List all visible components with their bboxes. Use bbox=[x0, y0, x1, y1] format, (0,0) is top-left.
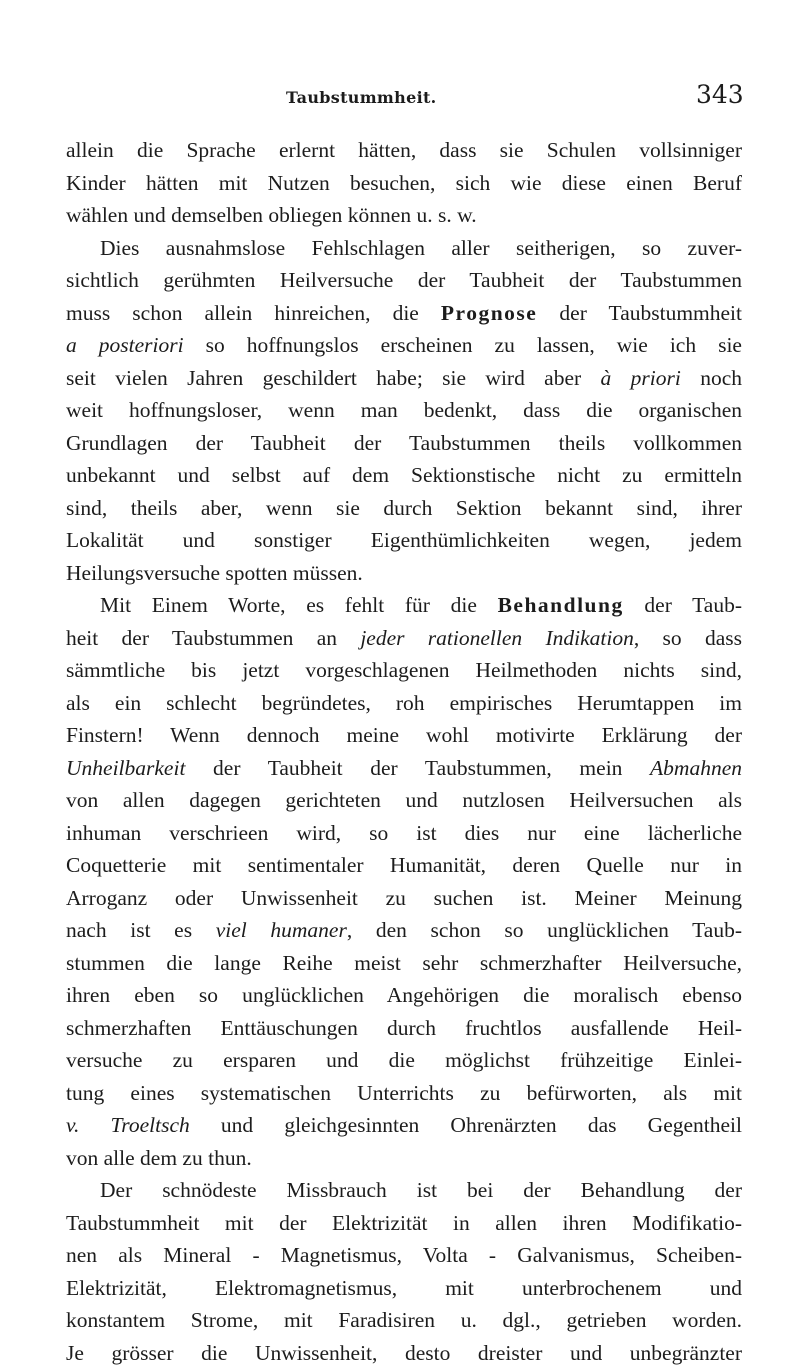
text-line bbox=[66, 817, 742, 850]
page-number: 343 bbox=[696, 80, 744, 109]
body-text bbox=[66, 134, 742, 1369]
italic-span: à priori bbox=[601, 366, 681, 390]
text-line bbox=[66, 524, 742, 557]
text-span: Finstern! Wenn dennoch meine wohl motivirte Erklärung der bbox=[66, 723, 742, 747]
running-title: Taubstummheit. bbox=[286, 88, 437, 107]
text-span: Lokalität und sonstiger Eigenthümlichkeiten wegen, jedem bbox=[66, 528, 742, 552]
text-line bbox=[66, 1174, 742, 1207]
italic-span: viel humaner bbox=[216, 918, 347, 942]
text-line bbox=[66, 914, 742, 947]
text-line bbox=[66, 557, 742, 590]
text-span: als ein schlecht begründetes, roh empirisches Herumtappen im bbox=[66, 691, 742, 715]
text-span: und gleichgesinnten Ohrenärzten das Gegentheil bbox=[190, 1113, 742, 1137]
running-header bbox=[0, 76, 800, 112]
text-span: heit der Taubstummen an bbox=[66, 626, 360, 650]
text-span: versuche zu ersparen und die möglichst frühzeitige Einlei- bbox=[66, 1048, 742, 1072]
text-line bbox=[66, 687, 742, 720]
text-line bbox=[66, 134, 742, 167]
text-span: allein die Sprache erlernt hätten, dass sie Schulen vollsinniger bbox=[66, 138, 742, 162]
text-span: noch bbox=[681, 366, 742, 390]
text-span: sämmtliche bis jetzt vorgeschlagenen Heilmethoden nichts sind, bbox=[66, 658, 742, 682]
text-line bbox=[66, 1337, 742, 1369]
text-span: muss schon allein hinreichen, die bbox=[66, 301, 441, 325]
text-span: , so dass bbox=[634, 626, 742, 650]
text-line bbox=[66, 752, 742, 785]
text-line bbox=[66, 1012, 742, 1045]
text-line bbox=[66, 1272, 742, 1305]
text-line bbox=[66, 849, 742, 882]
text-line bbox=[66, 1304, 742, 1337]
text-span: weit hoffnungsloser, wenn man bedenkt, dass die organischen bbox=[66, 398, 742, 422]
text-span: ihren eben so unglücklichen Angehörigen die moralisch ebenso bbox=[66, 983, 742, 1007]
text-line bbox=[66, 1077, 742, 1110]
emphasis-span: Prognose bbox=[441, 301, 537, 325]
text-span: nach ist es bbox=[66, 918, 216, 942]
text-line bbox=[66, 1239, 742, 1272]
text-span: unbekannt und selbst auf dem Sektionstische nicht zu ermitteln bbox=[66, 463, 742, 487]
text-span: von alle dem zu thun. bbox=[66, 1146, 252, 1170]
text-line bbox=[66, 199, 742, 232]
text-line bbox=[66, 979, 742, 1012]
text-line bbox=[66, 719, 742, 752]
italic-span: jeder rationellen Indikation bbox=[360, 626, 634, 650]
text-line bbox=[66, 394, 742, 427]
text-span: so hoffnungslos erscheinen zu lassen, wie ich sie bbox=[184, 333, 742, 357]
text-span: Coquetterie mit sentimentaler Humanität, deren Quelle nur in bbox=[66, 853, 742, 877]
text-line bbox=[66, 622, 742, 655]
text-line bbox=[66, 167, 742, 200]
text-span: sind, theils aber, wenn sie durch Sektion bekannt sind, ihrer bbox=[66, 496, 742, 520]
text-span: der Taubstummheit bbox=[537, 301, 742, 325]
text-span: schmerzhaften Enttäuschungen durch fruchtlos ausfallende Heil- bbox=[66, 1016, 742, 1040]
text-span: sichtlich gerühmten Heilversuche der Taubheit der Taubstummen bbox=[66, 268, 742, 292]
text-line bbox=[66, 1044, 742, 1077]
text-span: Grundlagen der Taubheit der Taubstummen theils vollkommen bbox=[66, 431, 742, 455]
text-line bbox=[66, 1109, 742, 1142]
text-line bbox=[66, 492, 742, 525]
text-span: tung eines systematischen Unterrichts zu befürworten, als mit bbox=[66, 1081, 742, 1105]
text-line bbox=[66, 1207, 742, 1240]
text-span: nen als Mineral - Magnetismus, Volta - Galvanismus, Scheiben- bbox=[66, 1243, 742, 1267]
text-span: Arroganz oder Unwissenheit zu suchen ist. Meiner Meinung bbox=[66, 886, 742, 910]
text-line bbox=[66, 784, 742, 817]
text-span: der Taubheit der Taubstummen, mein bbox=[185, 756, 650, 780]
text-line bbox=[66, 1142, 742, 1175]
italic-span: Unheilbarkeit bbox=[66, 756, 185, 780]
italic-span: v. Troeltsch bbox=[66, 1113, 190, 1137]
italic-span: Abmahnen bbox=[650, 756, 742, 780]
text-span: Der schnödeste Missbrauch ist bei der Behandlung der bbox=[100, 1178, 742, 1202]
text-span: stummen die lange Reihe meist sehr schmerzhafter Heilversuche, bbox=[66, 951, 742, 975]
text-line bbox=[66, 232, 742, 265]
text-line bbox=[66, 297, 742, 330]
text-span: Mit Einem Worte, es fehlt für die bbox=[100, 593, 498, 617]
text-span: konstantem Strome, mit Faradisiren u. dgl., getrieben worden. bbox=[66, 1308, 742, 1332]
text-span: , den schon so unglücklichen Taub- bbox=[347, 918, 742, 942]
text-span: Elektrizität, Elektromagnetismus, mit unterbrochenem und bbox=[66, 1276, 742, 1300]
text-span: von allen dagegen gerichteten und nutzlosen Heilversuchen als bbox=[66, 788, 742, 812]
text-span: wählen und demselben obliegen können u. s. w. bbox=[66, 203, 477, 227]
text-line bbox=[66, 362, 742, 395]
text-span: seit vielen Jahren geschildert habe; sie wird aber bbox=[66, 366, 601, 390]
text-span: Heilungsversuche spotten müssen. bbox=[66, 561, 363, 585]
text-line bbox=[66, 589, 742, 622]
text-span: inhuman verschrieen wird, so ist dies nur eine lächerliche bbox=[66, 821, 742, 845]
text-line bbox=[66, 264, 742, 297]
text-line bbox=[66, 654, 742, 687]
text-span: Taubstummheit mit der Elektrizität in allen ihren Modifikatio- bbox=[66, 1211, 742, 1235]
text-line bbox=[66, 459, 742, 492]
text-span: Kinder hätten mit Nutzen besuchen, sich wie diese einen Beruf bbox=[66, 171, 742, 195]
text-line bbox=[66, 329, 742, 362]
text-span: der Taub- bbox=[624, 593, 742, 617]
text-span: Dies ausnahmslose Fehlschlagen aller seitherigen, so zuver- bbox=[100, 236, 742, 260]
italic-span: a posteriori bbox=[66, 333, 184, 357]
text-line bbox=[66, 947, 742, 980]
text-line bbox=[66, 427, 742, 460]
text-line bbox=[66, 882, 742, 915]
text-span: Je grösser die Unwissenheit, desto dreister und unbegränzter bbox=[66, 1341, 742, 1365]
emphasis-span: Behandlung bbox=[498, 593, 624, 617]
